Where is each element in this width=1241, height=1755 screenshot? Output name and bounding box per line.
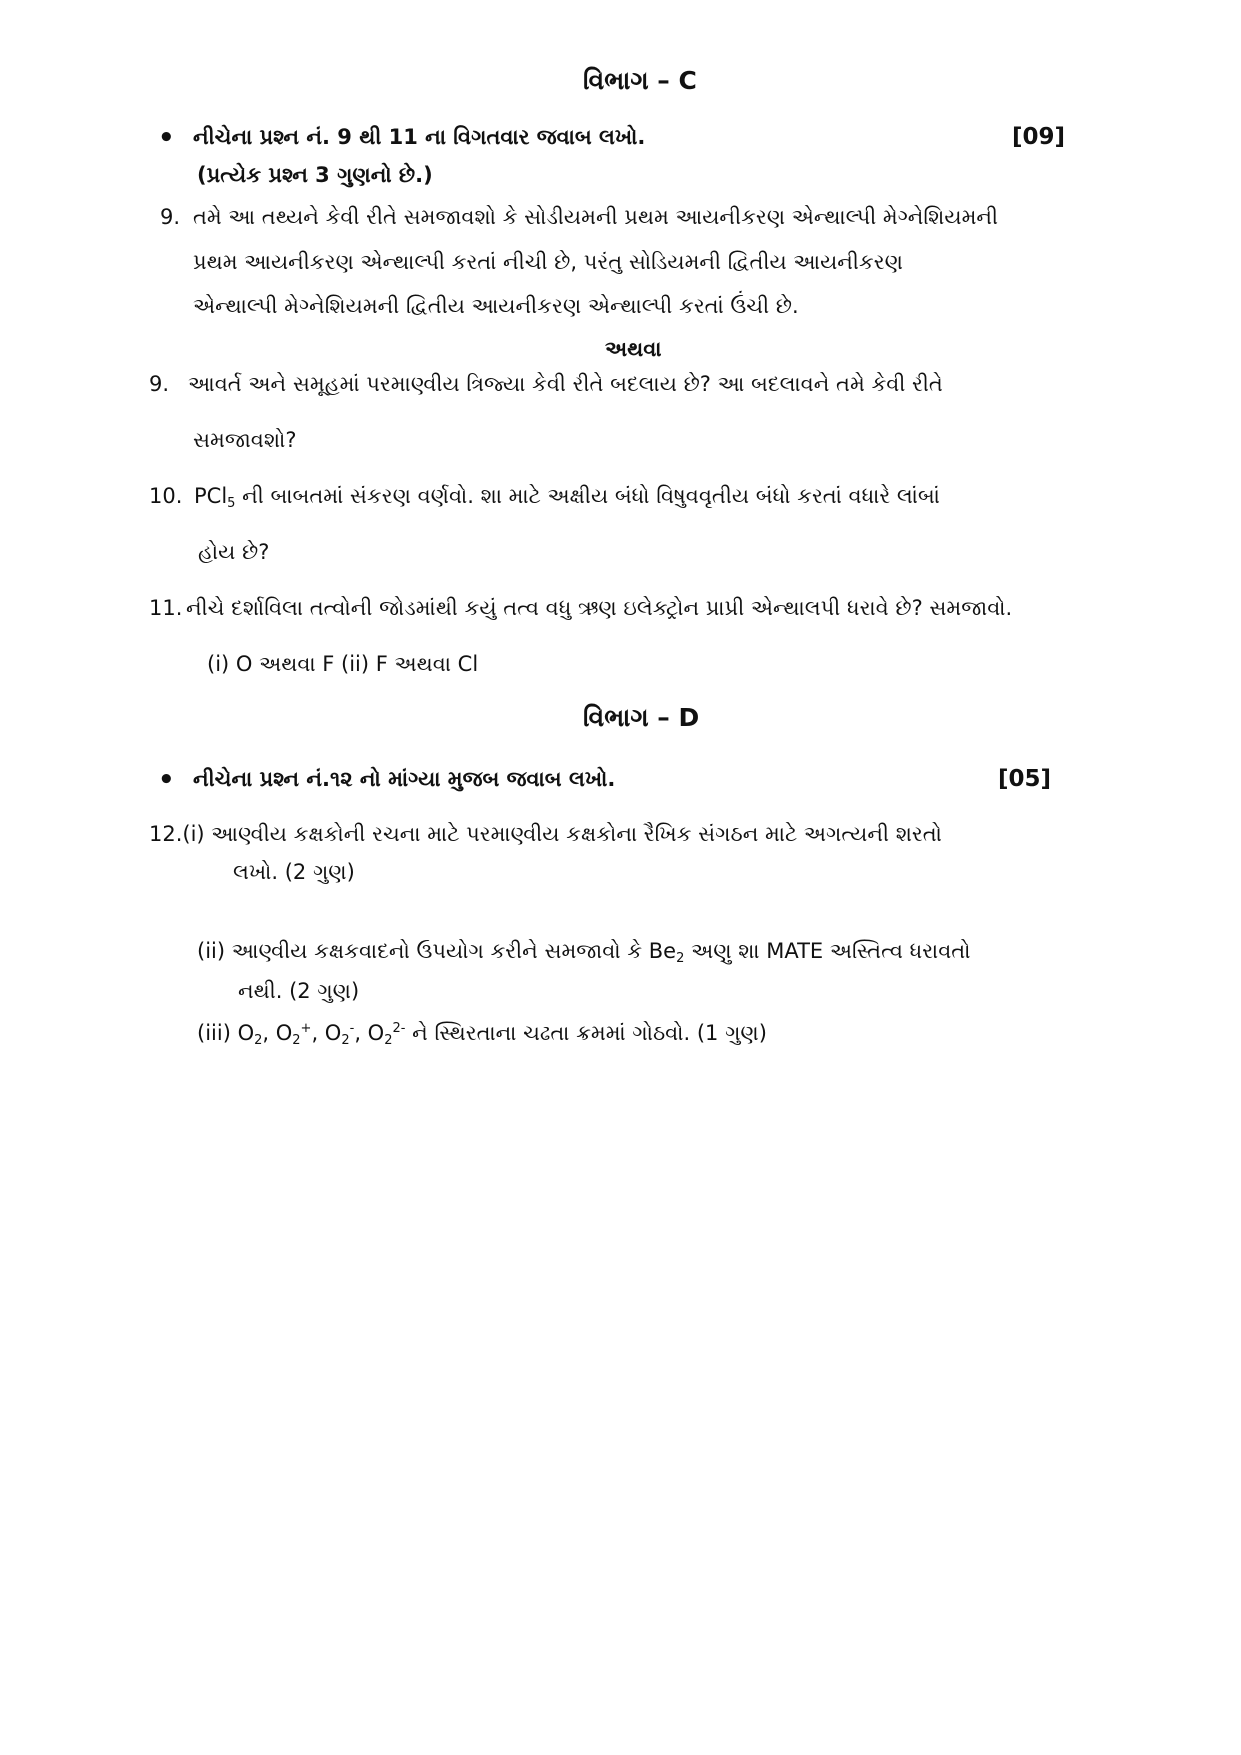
be2-subscript: 2 — [676, 951, 685, 966]
section-c-instruction: નીચેના પ્રશ્ન નં. 9 થી 11 ના વિગતવાર જવાબ લખો. — [193, 125, 646, 149]
part-iii-prefix: (iii) O — [197, 1021, 255, 1045]
plus-superscript: + — [300, 1021, 312, 1036]
minus-superscript: - — [349, 1021, 355, 1036]
section-d-instruction: નીચેના પ્રશ્ન નં.૧૨ નો માંગ્યા મુજબ જવાબ લખો. — [193, 767, 616, 791]
section-d-marks: [05] — [998, 766, 1052, 792]
question-9-number: 9. — [160, 205, 181, 229]
part-ii-rest: અણુ શા MATE અસ્તિત્વ ધરાવતો — [684, 939, 971, 963]
o2-minus-subscript: 2 — [341, 1033, 350, 1048]
question-12-part-ii-line-2: નથી. (2 ગુણ) — [238, 979, 360, 1003]
separator-o: , O — [262, 1021, 293, 1045]
two-minus-superscript: 2- — [392, 1021, 406, 1036]
question-12-part-i-line-2: લખો. (2 ગુણ) — [233, 860, 355, 884]
question-9-alt-line-2: સમજાવશો? — [193, 428, 297, 452]
question-11-line-1: નીચે દર્શાવિલા તત્વોની જોડમાંથી કયું તત્વ વધુ ઋણ ઇલેક્ટ્રોન પ્રાપ્રી એન્થાલપી ધરાવે છે? સમજાવો. — [186, 596, 1013, 620]
question-9-line-1: તમે આ તથ્યને કેવી રીતે સમજાવશો કે સોડીયમની પ્રથમ આયનીકરણ એન્થાલ્પી મેગ્નેશિયમની — [193, 205, 999, 229]
question-11-number: 11. — [149, 596, 183, 620]
section-c-heading: વિભાગ – C — [583, 66, 697, 95]
part-ii-prefix: (ii) આણ્વીય કક્ષકવાદનો ઉપયોગ કરીને સમજાવો કે Be — [197, 939, 677, 963]
bullet-icon: • — [158, 123, 175, 153]
question-9-line-3: એન્થાલ્પી મેગ્નેશિયમની દ્વિતીય આયનીકરણ એન્થાલ્પી કરતાં ઉંચી છે. — [193, 294, 799, 318]
part-iii-rest: ને સ્થિરતાના ચઢતા ક્રમમાં ગોઠવો. (1 ગુણ) — [405, 1021, 767, 1045]
question-10-number: 10. — [149, 484, 183, 508]
question-9-alt-line-1: આવર્ત અને સમૂહમાં પરમાણ્વીય ત્રિજ્યા કેવી રીતે બદલાય છે? આ બદલાવને તમે કેવી રીતે — [188, 372, 943, 396]
or-label: અથવા — [605, 337, 662, 361]
question-12-part-ii-line-1 — [197, 939, 970, 966]
section-c-sub-instruction: (પ્રત્યેક પ્રશ્ન 3 ગુણનો છે.) — [197, 163, 433, 187]
section-d-heading: વિભાગ – D — [583, 703, 700, 732]
o2-plus-subscript: 2 — [292, 1033, 301, 1048]
question-9-alt-number: 9. — [149, 372, 170, 396]
question-9-line-2: પ્રથમ આયનીકરણ એન્થાલ્પી કરતાં નીચી છે, પરંતુ સોડિયમની દ્વિતીય આયનીકરણ — [193, 250, 903, 274]
pcl5-formula — [194, 484, 236, 511]
question-12-part-i-line-1: 12.(i) આણ્વીય કક્ષકોની રચના માટે પરમાણ્વીય કક્ષકોના રૈખિક સંગઠન માટે અગત્યની શરતો — [149, 822, 942, 846]
o2-2minus-subscript: 2 — [384, 1033, 393, 1048]
question-10-text: ની બાબતમાં સંકરણ વર્ણવો. શા માટે અક્ષીય બંધો વિષુવવૃતીય બંધો કરતાં વધારે લાંબાં — [235, 484, 940, 508]
pcl-base: PCl — [194, 484, 228, 508]
section-c-marks: [09] — [1012, 124, 1066, 150]
separator-o: , O — [311, 1021, 342, 1045]
question-11-options: (i) O અથવા F (ii) F અથવા Cl — [207, 652, 479, 676]
question-12-part-iii — [197, 1021, 767, 1048]
question-10-line-1 — [194, 484, 940, 511]
bullet-icon: • — [158, 765, 175, 795]
separator-o: , O — [354, 1021, 385, 1045]
question-10-line-2: હોય છે? — [198, 540, 270, 564]
pcl-subscript: 5 — [227, 496, 236, 511]
o2-subscript: 2 — [254, 1033, 263, 1048]
